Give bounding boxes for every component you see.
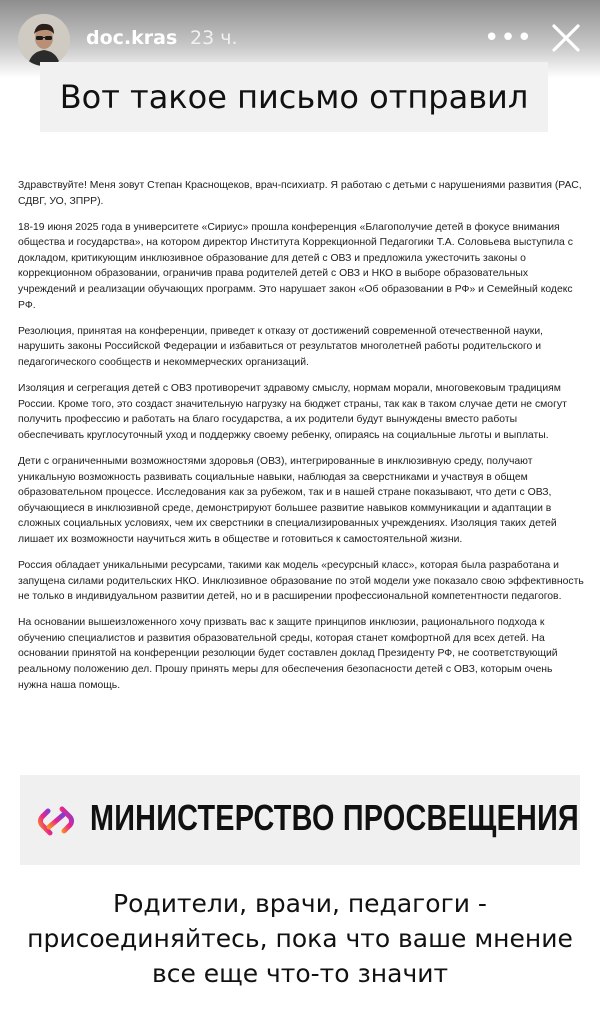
bottom-text-line: присоединяйтесь, пока что ваше мнение xyxy=(27,924,573,953)
letter-paragraph: Дети с ограниченными возможностями здоровья (ОВЗ), интегрированные в инклюзивную среду, получают уникальную возможность развивать социальные навыки, наблюдая за сверстниками и участвуя в общем образовательном процессе. Исследования как за рубежом, так и в нашей стране показывают, что дети с ОВЗ, обучающиеся в инклюзивной среде, демонстрируют большее развитие навыков коммуникации и адаптации в сложных социальных условиях, чем их сверстники в специализированных учреждениях. Изоляция таких детей лишает их возможности научиться жить в обществе и готовиться к самостоятельной жизни. xyxy=(18,455,557,545)
caption-text: Вот такое письмо отправил xyxy=(59,78,529,116)
ministry-banner xyxy=(20,775,580,865)
timestamp: 23 ч. xyxy=(190,27,238,49)
bottom-text-line: все еще что-то значит xyxy=(151,959,449,988)
username[interactable]: doc.kras xyxy=(86,27,178,49)
letter-paragraph: Изоляция и сегрегация детей с ОВЗ противоречит здравому смыслу, нормам морали, многовековым традициям России. Кроме того, это создаст значительную нагрузку на бюджет страны, так как в таком случае дети не смогут получить профессию и работать на благо государства, а их родители будут вынуждены вместо работы обеспечивать круглосуточный уход и поддержку своему ребенку, опираясь на социальные льготы и выплаты. xyxy=(18,383,567,441)
ministry-logo-icon xyxy=(36,803,76,839)
letter-paragraph: Россия обладает уникальными ресурсами, такими как модель «ресурсный класс», которая была разработана и запущена силами родительских НКО. Инклюзивное образование по этой модели уже показало свою эффективность не только в индивидуальном развитии детей, но и в расширении профессиональной компетентности педагогов. xyxy=(18,559,584,603)
letter-paragraph: Здравствуйте! Меня зовут Степан Краснощеков, врач-психиатр. Я работаю с детьми с нарушениями развития (РАС, СДВГ, УО, ЗПРР). xyxy=(18,180,582,207)
ministry-name: МИНИСТЕРСТВО ПРОСВЕЩЕНИЯ xyxy=(90,797,579,838)
story-caption xyxy=(40,62,548,132)
more-dots-icon[interactable]: ••• xyxy=(484,23,534,53)
close-icon[interactable] xyxy=(546,18,586,58)
letter-paragraph: На основании вышеизложенного хочу призвать вас к защите принципов инклюзии, рационального подхода к обучению специалистов и развития образовательной среды, которая станет комфортной для всех детей. На основании принятой на конференции резолюции будет составлен доклад Президенту РФ, не соответствующий реальному положению дел. Прошу принять меры для обеспечения безопасности детей с ОВЗ, которым очень нужна наша помощь. xyxy=(18,617,558,691)
story-bottom-text xyxy=(20,886,580,991)
letter-paragraph: 18-19 июня 2025 года в университете «Сириус» прошла конференция «Благополучие детей в фокусе внимания общества и государства», на котором директор Института Коррекционной Педагогики Т.А. Соловьева выступила с докладом, критикующим инклюзивное образование для детей с ОВЗ и предложила ужесточить законы о коррекционном образовании, ограничив права родителей детей с ОВЗ и НКО в выборе образовательных учреждений и реализации обучающих программ. Это нарушает закон «Об образовании в РФ» и Семейный кодекс РФ. xyxy=(18,221,573,311)
letter-paragraph: Резолюция, принятая на конференции, приведет к отказу от достижений современной отечественной науки, нарушить законы Российской Федерации и избавиться от результатов многолетней работы родительского и педагогического сообществ и некоммерческих организаций. xyxy=(18,325,544,368)
letter-document xyxy=(18,178,584,704)
bottom-text-line: Родители, врачи, педагоги - xyxy=(113,889,487,918)
avatar[interactable] xyxy=(18,14,70,66)
